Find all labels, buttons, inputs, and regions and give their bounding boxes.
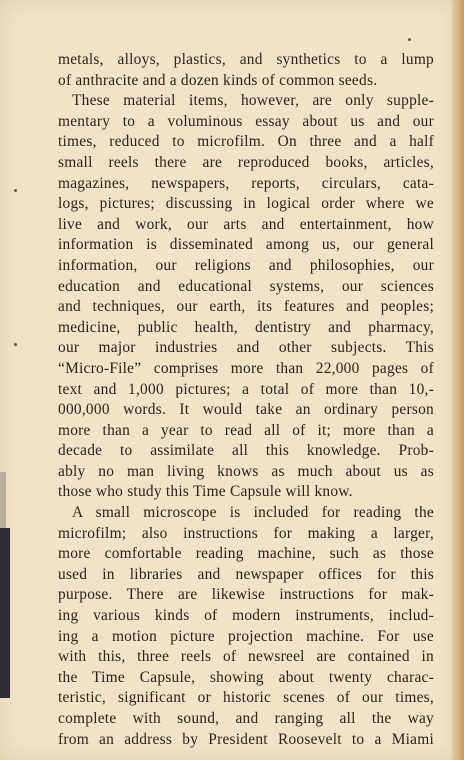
- text-line: medicine, public health, dentistry and pharmacy,: [58, 318, 434, 336]
- text-line: “Micro-File” comprises more than 22,000 pages of: [58, 359, 434, 377]
- text-line: education and educational systems, our sciences: [58, 277, 434, 295]
- text-line: times, reduced to microfilm. On three and a half: [58, 133, 434, 151]
- text-line: decade to assimilate all this knowledge. Prob-: [58, 442, 434, 460]
- text-line: microfilm; also instructions for making a larger,: [58, 524, 434, 542]
- text-line: of anthracite and a dozen kinds of common seeds.: [58, 71, 378, 89]
- body-text: [58, 50, 434, 750]
- text-line: magazines, newspapers, reports, circulars, cata-: [58, 174, 434, 192]
- binding-hole-mark: [14, 343, 17, 346]
- text-line: These material items, however, are only supple-: [72, 92, 434, 110]
- text-line: with this, three reels of newsreel are contained in: [58, 648, 434, 666]
- text-line: ably no man living knows as much about us as: [58, 462, 434, 480]
- print-speck: [408, 38, 411, 41]
- text-line: 000,000 words. It would take an ordinary person: [58, 401, 434, 419]
- text-line: complete with sound, and ranging all the way: [58, 710, 434, 727]
- text-line: live and work, our arts and entertainment, how: [58, 215, 434, 233]
- text-line: information, our religions and philosophies, our: [58, 256, 434, 274]
- text-line: from an address by President Roosevelt to a Miami: [58, 730, 434, 748]
- text-line: our major industries and other subjects. This: [58, 339, 434, 357]
- text-line: used in libraries and newspaper offices for this: [58, 565, 434, 583]
- text-line: those who study this Time Capsule will know.: [58, 483, 353, 501]
- text-line: teristic, significant or historic scenes of our times,: [58, 689, 434, 707]
- text-line: text and 1,000 pictures; a total of more than 10,-: [58, 380, 434, 398]
- text-line: ing various kinds of modern instruments, includ-: [58, 607, 434, 625]
- text-line: and techniques, our earth, its features and peoples;: [58, 298, 434, 316]
- page-edge: [452, 0, 464, 760]
- text-line: more comfortable reading machine, such as those: [58, 545, 434, 563]
- text-line: more than a year to read all of it; more than a: [58, 421, 434, 439]
- text-line: A small microscope is included for reading the: [72, 504, 434, 522]
- text-line: information is disseminated among us, our general: [58, 236, 434, 254]
- text-line: logs, pictures; discussing in logical order where we: [58, 195, 434, 213]
- text-line: the Time Capsule, showing about twenty charac-: [58, 668, 434, 686]
- text-line: small reels there are reproduced books, articles,: [58, 153, 434, 171]
- cover-edge-dark: [0, 528, 10, 698]
- text-line: ing a motion picture projection machine. For use: [58, 627, 434, 645]
- text-line: metals, alloys, plastics, and synthetics to a lump: [58, 51, 434, 68]
- text-line: mentary to a voluminous essay about us and our: [58, 112, 434, 130]
- binding-hole-mark: [14, 189, 17, 192]
- cover-edge-light: [0, 472, 6, 528]
- text-line: purpose. There are likewise instructions for mak-: [58, 586, 434, 604]
